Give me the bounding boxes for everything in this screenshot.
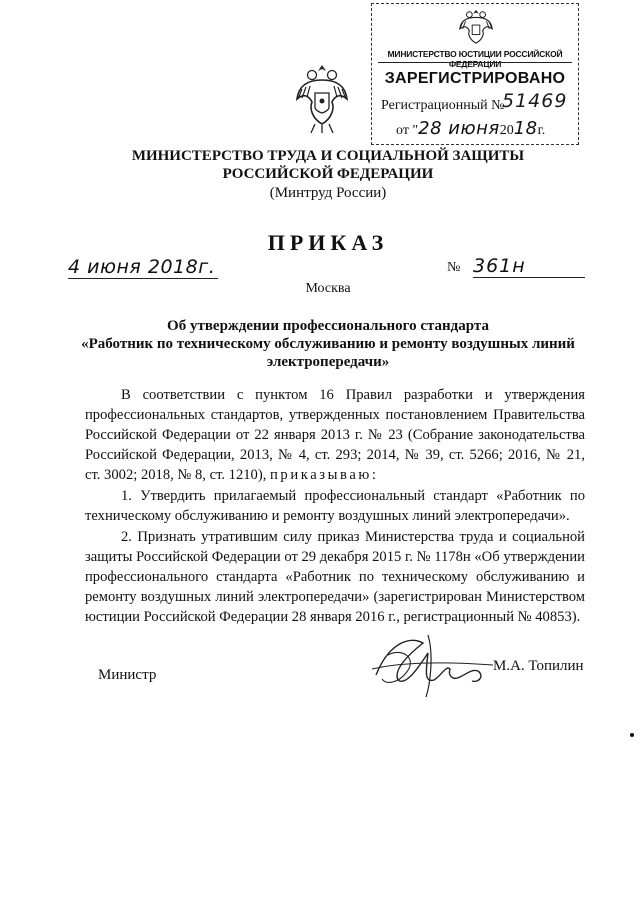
stamp-ministry-name: МИНИСТЕРСТВО ЮСТИЦИИ РОССИЙСКОЙ ФЕДЕРАЦИИ	[387, 49, 563, 69]
order-keyword: приказываю:	[270, 467, 379, 483]
stamp-date-suffix: г.	[537, 123, 546, 138]
document-title-line1: Об утверждении профессионального стандарта	[167, 318, 489, 334]
handwritten-signature	[368, 625, 508, 705]
paragraph-line	[85, 465, 585, 485]
paragraph-line: профессиональных стандартов, утвержденных постановлением Правительства	[85, 407, 585, 423]
scan-speck	[630, 733, 634, 737]
paragraph-line: защиты Российской Федерации от 29 декабря 2015 г. № 1178н «Об утверждении	[85, 549, 585, 565]
paragraph-line: техническому обслуживанию и ремонту воздушных линий электропередачи».	[85, 508, 570, 524]
order-date-handwritten: 4 июня 2018г.	[68, 256, 218, 279]
stamp-date-year: 18	[513, 118, 538, 139]
signatory-name: М.А. Топилин	[493, 658, 584, 674]
signatory-position: Министр	[98, 667, 157, 683]
preamble-paragraph	[85, 385, 585, 485]
ministry-name-line1: МИНИСТЕРСТВО ТРУДА И СОЦИАЛЬНОЙ ЗАЩИТЫ	[131, 148, 525, 164]
item-1-paragraph	[85, 486, 585, 526]
order-city: Москва	[305, 281, 351, 296]
stamp-divider	[378, 62, 572, 63]
stamp-registered-label: ЗАРЕГИСТРИРОВАНО	[384, 70, 566, 87]
stamp-date-value: 28 июня	[418, 118, 500, 139]
order-number-label: №	[447, 260, 461, 275]
paragraph-line: ремонту воздушных линий электропередачи» (зарегистрирован Министерством	[85, 589, 585, 605]
stamp-date-prefix: от "	[396, 123, 419, 138]
document-title-line3: электропередачи»	[266, 354, 390, 370]
paragraph-line: юстиции Российской Федерации 28 января 2016 г., регистрационный № 40853).	[85, 609, 581, 625]
paragraph-line-prefix: ст. 3002; 2018, № 8, ст. 1210),	[85, 467, 267, 483]
coat-of-arms-icon	[293, 63, 351, 135]
stamp-regnum-label: Регистрационный №	[381, 98, 505, 113]
ministry-name-line2: РОССИЙСКОЙ ФЕДЕРАЦИИ	[222, 166, 434, 182]
paragraph-line: профессионального стандарта «Работник по техническому обслуживанию и	[85, 569, 585, 585]
document-title-line2: «Работник по техническому обслуживанию и ремонту воздушных линий	[81, 336, 575, 352]
stamp-date-year-prefix: 20	[499, 123, 514, 138]
order-number-handwritten: 361н	[473, 255, 585, 278]
paragraph-line: В соответствии с пунктом 16 Правил разработки и утверждения	[121, 387, 585, 403]
stamp-regnum-value: 51469	[502, 90, 568, 112]
paragraph-line: Российской Федерации, 2013, № 4, ст. 293; 2014, № 39, ст. 5266; 2016, № 21,	[85, 447, 585, 463]
ministry-short-name: (Минтруд России)	[269, 185, 387, 201]
paragraph-line: 2. Признать утратившим силу приказ Министерства труда и социальной	[121, 529, 585, 545]
paragraph-line: Российской Федерации от 22 января 2013 г. № 23 (Собрание законодательства	[85, 427, 585, 443]
paragraph-line: 1. Утвердить прилагаемый профессиональный стандарт «Работник по	[121, 488, 585, 504]
item-2-paragraph	[85, 527, 585, 627]
order-title: ПРИКАЗ	[267, 230, 389, 255]
coat-of-arms-icon	[457, 6, 495, 46]
stamp-date-line	[396, 118, 545, 139]
registration-stamp	[371, 3, 579, 145]
